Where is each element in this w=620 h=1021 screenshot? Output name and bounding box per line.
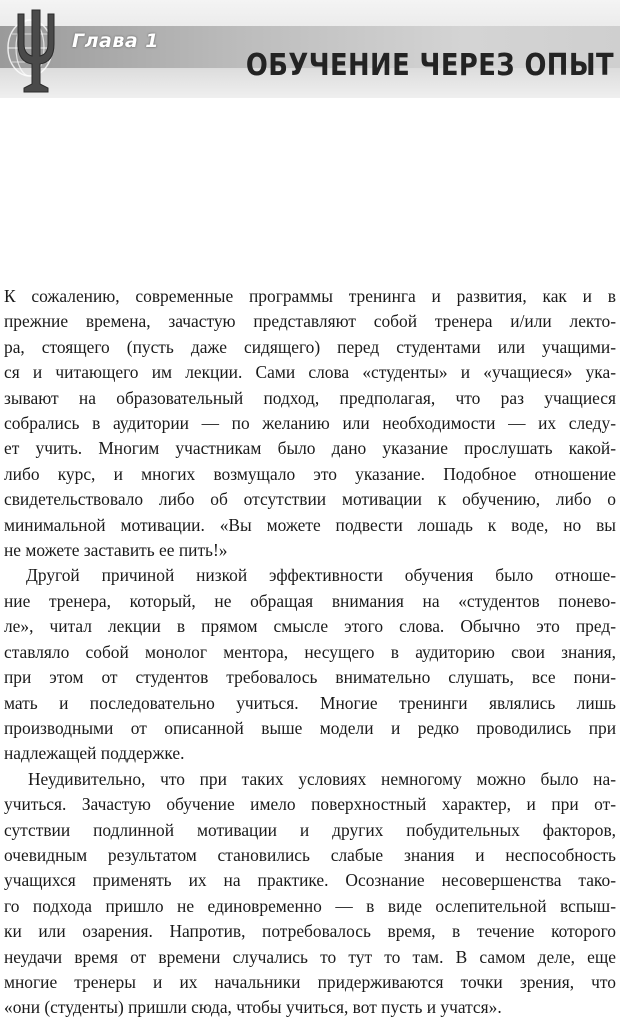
text-line: ся и читающего им лекции. Сами слова «студенты» и «учащиеся» ука-	[4, 362, 616, 383]
text-line: мать и последовательно учиться. Многие тренинги являлись лишь	[4, 692, 616, 713]
paragraph-1	[4, 284, 616, 563]
text-line: неудачи время от времени случались то тут то там. В самом деле, еще	[4, 946, 616, 967]
text-line: го подхода пришло не единовременно — в виде ослепительной вспыш-	[4, 895, 616, 916]
text-line: ра, стоящего (пусть даже сидящего) перед студентами или учащими-	[4, 336, 616, 357]
text-line: минимальной мотивации. «Вы можете подвести лошадь к воде, но вы	[4, 514, 616, 535]
text-line: Другой причиной низкой эффективности обучения было отноше-	[26, 565, 616, 586]
chapter-title: ОБУЧЕНИЕ ЧЕРЕЗ ОПЫТ	[245, 48, 614, 83]
psi-letter-icon	[6, 4, 68, 94]
text-line: учиться. Зачастую обучение имело поверхностный характер, и при от-	[4, 794, 616, 815]
paragraph-3	[4, 767, 616, 1021]
text-line: ле», читал лекции в прямом смысле этого слова. Обычно это пред-	[4, 616, 616, 637]
text-line: прежние времена, зачастую представляют собой тренера и/или лекто-	[4, 311, 616, 332]
text-line: не можете заставить ее пить!»	[4, 540, 228, 561]
chapter-label: Глава 1	[72, 30, 160, 52]
text-line: многие тренеры и их начальники придерживаются точки зрения, что	[4, 971, 616, 992]
text-line: ет учить. Многим участникам было дано указание прослушать какой-	[4, 438, 616, 459]
page-body	[4, 284, 616, 1021]
text-line: К сожалению, современные программы тренинга и развития, как и в	[4, 286, 616, 306]
text-line: Неудивительно, что при таких условиях немногому можно было на-	[28, 768, 616, 789]
text-line: сутствии подлинной мотивации и других побудительных факторов,	[4, 819, 616, 840]
text-line: ставляло собой монолог ментора, несущего в аудиторию свои знания,	[4, 641, 616, 662]
text-line: при этом от студентов требовалось внимательно слушать, все пони-	[4, 667, 616, 688]
text-line: либо курс, и многих возмущало это указание. Подобное отношение	[4, 463, 616, 484]
text-line: учащихся применять их на практике. Осознание несовершенства тако-	[4, 870, 616, 891]
text-line: зывают на образовательный подход, предполагая, что раз учащиеся	[4, 387, 616, 408]
chapter-header	[0, 0, 620, 98]
text-line: собрались в аудитории — по желанию или необходимости — их следу-	[4, 413, 616, 434]
paragraph-2	[4, 563, 616, 766]
text-line: очевидным результатом становились слабые знания и неспособность	[4, 844, 616, 865]
text-line: ки или озарения. Напротив, потребовалось время, в течение которого	[4, 921, 616, 942]
text-line: надлежащей поддержке.	[4, 743, 185, 764]
text-line: «они (студенты) пришли сюда, чтобы учиться, вот пусть и учатся».	[4, 997, 502, 1018]
text-line: производными от описанной выше модели и редко проводились при	[4, 717, 616, 738]
text-line: свидетельствовало либо об отсутствии мотивации к обучению, либо о	[4, 489, 616, 510]
text-line: ние тренера, который, не обращая внимания на «студентов понево-	[4, 590, 616, 611]
